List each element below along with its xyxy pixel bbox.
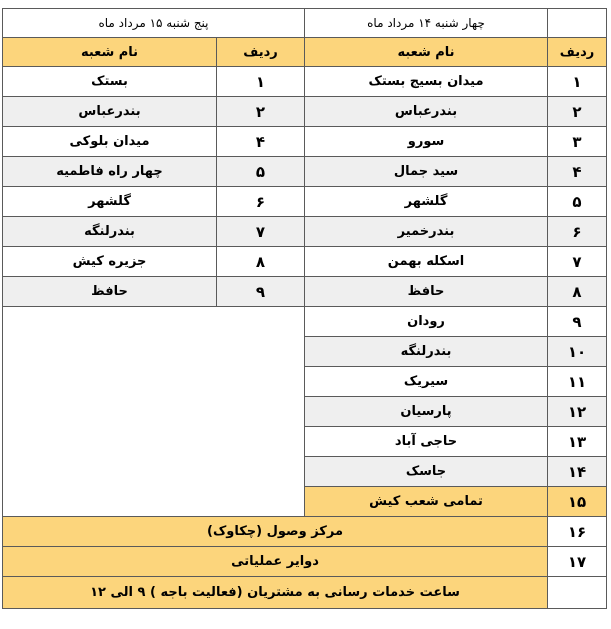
wide-row-text: دوایر عملیاتی bbox=[2, 546, 548, 577]
wednesday-day-title: چهار شنبه ۱۴ مرداد ماه bbox=[304, 8, 548, 38]
wednesday-row-name: رودان bbox=[304, 306, 548, 337]
thursday-row-index: ۶ bbox=[216, 186, 305, 217]
wednesday-row-index: ۹ bbox=[547, 306, 607, 337]
service-hours-footer: ساعت خدمات رسانی به مشتریان (فعالیت باجه ) ۹ الی ۱۲ bbox=[2, 576, 548, 609]
thursday-row-index: ۹ bbox=[216, 276, 305, 307]
thursday-row-index: ۷ bbox=[216, 216, 305, 247]
thursday-row-name: بندرلنگه bbox=[2, 216, 217, 247]
thursday-index-header: ردیف bbox=[216, 37, 305, 67]
thursday-row-name: بندرعباس bbox=[2, 96, 217, 127]
title-blank-cell bbox=[547, 8, 607, 38]
wednesday-row-index: ۶ bbox=[547, 216, 607, 247]
wednesday-row-index: ۱۴ bbox=[547, 456, 607, 487]
wednesday-row-name: سیریک bbox=[304, 366, 548, 397]
thursday-row-index: ۴ bbox=[216, 126, 305, 157]
wednesday-row-name: بندرلنگه bbox=[304, 336, 548, 367]
wednesday-row-index: ۲ bbox=[547, 96, 607, 127]
wednesday-row-index: ۱۱ bbox=[547, 366, 607, 397]
wednesday-row-name: بندرخمیر bbox=[304, 216, 548, 247]
wednesday-row-index: ۵ bbox=[547, 186, 607, 217]
wednesday-name-header: نام شعبه bbox=[304, 37, 548, 67]
wednesday-row-name: بندرعباس bbox=[304, 96, 548, 127]
branch-schedule-table bbox=[2, 8, 607, 626]
wednesday-row-index: ۱۲ bbox=[547, 396, 607, 427]
wednesday-row-index: ۱۳ bbox=[547, 426, 607, 457]
thursday-row-name: چهار راه فاطمیه bbox=[2, 156, 217, 187]
thursday-empty-area bbox=[2, 306, 305, 517]
thursday-row-name: بستک bbox=[2, 66, 217, 97]
thursday-row-index: ۱ bbox=[216, 66, 305, 97]
wednesday-row-name: سورو bbox=[304, 126, 548, 157]
footer-blank-cell bbox=[547, 576, 607, 609]
wednesday-row-index: ۱ bbox=[547, 66, 607, 97]
wednesday-row-name: سید جمال bbox=[304, 156, 548, 187]
wednesday-row-name: حافظ bbox=[304, 276, 548, 307]
thursday-row-name: جزیره کیش bbox=[2, 246, 217, 277]
wednesday-row-name: حاجی آباد bbox=[304, 426, 548, 457]
wednesday-row-name: تمامی شعب کیش bbox=[304, 486, 548, 517]
thursday-row-name: حافظ bbox=[2, 276, 217, 307]
thursday-day-title: پنج شنبه ۱۵ مرداد ماه bbox=[2, 8, 305, 38]
thursday-row-index: ۲ bbox=[216, 96, 305, 127]
wednesday-row-index: ۸ bbox=[547, 276, 607, 307]
wednesday-row-name: پارسیان bbox=[304, 396, 548, 427]
wednesday-row-index: ۳ bbox=[547, 126, 607, 157]
wednesday-row-index: ۱۵ bbox=[547, 486, 607, 517]
wednesday-row-name: اسکله بهمن bbox=[304, 246, 548, 277]
thursday-name-header: نام شعبه bbox=[2, 37, 217, 67]
thursday-row-index: ۸ bbox=[216, 246, 305, 277]
wednesday-row-index: ۱۰ bbox=[547, 336, 607, 367]
wednesday-row-name: گلشهر bbox=[304, 186, 548, 217]
wednesday-index-header: ردیف bbox=[547, 37, 607, 67]
thursday-row-name: میدان بلوکی bbox=[2, 126, 217, 157]
wednesday-row-name: جاسک bbox=[304, 456, 548, 487]
wide-row-text: مرکز وصول (چکاوک) bbox=[2, 516, 548, 547]
thursday-row-name: گلشهر bbox=[2, 186, 217, 217]
wide-row-index: ۱۶ bbox=[547, 516, 607, 547]
wednesday-row-index: ۴ bbox=[547, 156, 607, 187]
wednesday-row-index: ۷ bbox=[547, 246, 607, 277]
thursday-row-index: ۵ bbox=[216, 156, 305, 187]
wednesday-row-name: میدان بسیج بستک bbox=[304, 66, 548, 97]
wide-row-index: ۱۷ bbox=[547, 546, 607, 577]
